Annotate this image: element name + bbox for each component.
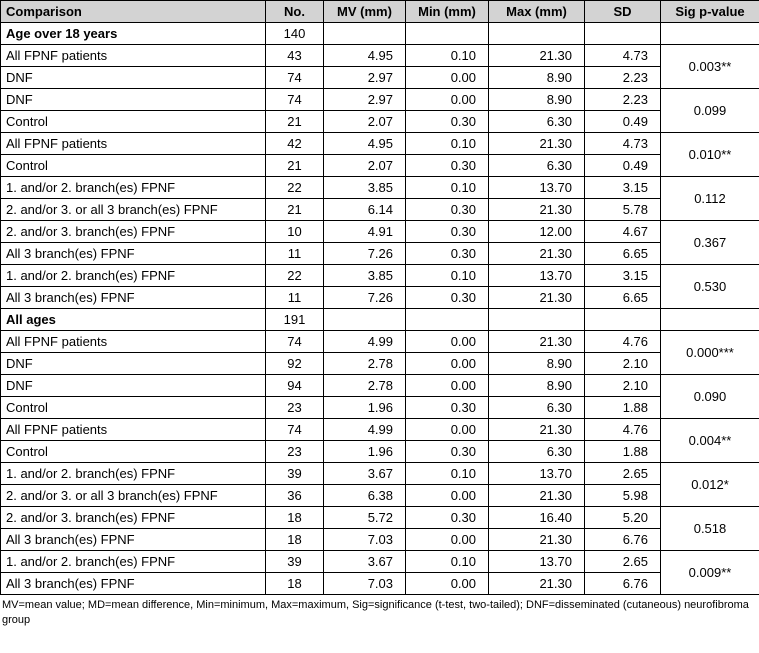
mv-cell: 1.96	[324, 397, 406, 419]
sig-cell: 0.000***	[661, 331, 759, 375]
min-cell: 0.00	[406, 419, 489, 441]
no-cell: 18	[266, 529, 324, 551]
min-cell: 0.00	[406, 573, 489, 595]
sd-cell: 1.88	[585, 441, 661, 463]
min-cell: 0.10	[406, 265, 489, 287]
sd-cell: 2.10	[585, 375, 661, 397]
mv-cell: 2.78	[324, 375, 406, 397]
no-cell: 10	[266, 221, 324, 243]
sig-cell: 0.009**	[661, 551, 759, 595]
mv-cell: 4.95	[324, 45, 406, 67]
sd-cell: 6.65	[585, 287, 661, 309]
max-cell: 21.30	[489, 199, 585, 221]
header-comparison: Comparison	[1, 1, 266, 23]
mv-cell: 7.03	[324, 573, 406, 595]
sd-cell: 4.73	[585, 45, 661, 67]
sd-cell: 3.15	[585, 265, 661, 287]
no-cell: 39	[266, 463, 324, 485]
min-cell: 0.00	[406, 353, 489, 375]
comparison-cell: DNF	[1, 353, 266, 375]
comparison-cell: All 3 branch(es) FPNF	[1, 529, 266, 551]
mv-cell: 3.85	[324, 265, 406, 287]
comparison-cell: All FPNF patients	[1, 331, 266, 353]
no-cell: 39	[266, 551, 324, 573]
mv-cell: 4.91	[324, 221, 406, 243]
table-header	[1, 1, 759, 23]
max-cell: 21.30	[489, 331, 585, 353]
max-cell: 21.30	[489, 485, 585, 507]
no-cell: 94	[266, 375, 324, 397]
no-cell: 21	[266, 199, 324, 221]
sig-cell: 0.010**	[661, 133, 759, 177]
max-cell: 8.90	[489, 89, 585, 111]
mv-cell: 7.26	[324, 243, 406, 265]
section-row	[1, 23, 759, 45]
header-mv: MV (mm)	[324, 1, 406, 23]
no-cell: 22	[266, 265, 324, 287]
section-row	[1, 309, 759, 331]
table-row	[1, 353, 759, 375]
table-row	[1, 111, 759, 133]
min-cell: 0.00	[406, 485, 489, 507]
sd-cell: 0.49	[585, 111, 661, 133]
no-cell: 74	[266, 331, 324, 353]
mv-cell: 2.07	[324, 155, 406, 177]
max-cell: 12.00	[489, 221, 585, 243]
sd-cell: 2.23	[585, 89, 661, 111]
comparison-cell: 1. and/or 2. branch(es) FPNF	[1, 265, 266, 287]
no-cell: 18	[266, 507, 324, 529]
min-cell: 0.30	[406, 441, 489, 463]
sig-cell	[661, 309, 759, 331]
table-footnote: MV=mean value; MD=mean difference, Min=minimum, Max=maximum, Sig=significance (t-test, two-tailed); DNF=disseminated (cutaneous) neurofibroma group	[2, 599, 749, 626]
table-row	[1, 287, 759, 309]
comparison-cell: Control	[1, 397, 266, 419]
sd-cell: 2.10	[585, 353, 661, 375]
mv-cell: 3.85	[324, 177, 406, 199]
min-cell: 0.00	[406, 89, 489, 111]
table-row	[1, 507, 759, 529]
min-cell: 0.10	[406, 177, 489, 199]
sd-cell: 4.73	[585, 133, 661, 155]
header-no: No.	[266, 1, 324, 23]
mv-cell: 6.14	[324, 199, 406, 221]
no-cell: 22	[266, 177, 324, 199]
no-cell: 74	[266, 89, 324, 111]
max-cell	[489, 309, 585, 331]
comparison-cell: All 3 branch(es) FPNF	[1, 573, 266, 595]
mv-cell: 4.95	[324, 133, 406, 155]
comparison-cell: Control	[1, 441, 266, 463]
table-row	[1, 463, 759, 485]
no-cell: 140	[266, 23, 324, 45]
max-cell: 21.30	[489, 243, 585, 265]
sd-cell: 5.20	[585, 507, 661, 529]
table-row	[1, 419, 759, 441]
mv-cell	[324, 309, 406, 331]
comparison-cell: DNF	[1, 67, 266, 89]
sig-cell: 0.518	[661, 507, 759, 551]
mv-cell: 4.99	[324, 331, 406, 353]
min-cell: 0.00	[406, 529, 489, 551]
sig-cell: 0.003**	[661, 45, 759, 89]
max-cell: 21.30	[489, 133, 585, 155]
max-cell: 8.90	[489, 375, 585, 397]
header-sd: SD	[585, 1, 661, 23]
header-row	[1, 1, 759, 23]
max-cell: 8.90	[489, 353, 585, 375]
table-row	[1, 331, 759, 353]
no-cell: 191	[266, 309, 324, 331]
min-cell: 0.30	[406, 199, 489, 221]
sd-cell: 4.76	[585, 331, 661, 353]
comparison-cell: 2. and/or 3. branch(es) FPNF	[1, 221, 266, 243]
mv-cell: 2.07	[324, 111, 406, 133]
table-row	[1, 485, 759, 507]
no-cell: 23	[266, 397, 324, 419]
mv-cell: 2.97	[324, 89, 406, 111]
mv-cell: 6.38	[324, 485, 406, 507]
no-cell: 43	[266, 45, 324, 67]
mv-cell: 7.26	[324, 287, 406, 309]
min-cell: 0.30	[406, 111, 489, 133]
no-cell: 36	[266, 485, 324, 507]
comparison-cell: DNF	[1, 89, 266, 111]
sig-cell	[661, 23, 759, 45]
no-cell: 23	[266, 441, 324, 463]
min-cell: 0.00	[406, 67, 489, 89]
sd-cell: 2.23	[585, 67, 661, 89]
sd-cell: 6.76	[585, 529, 661, 551]
comparison-cell: 2. and/or 3. branch(es) FPNF	[1, 507, 266, 529]
mv-cell: 5.72	[324, 507, 406, 529]
max-cell: 21.30	[489, 287, 585, 309]
max-cell: 6.30	[489, 155, 585, 177]
comparison-cell: All ages	[1, 309, 266, 331]
comparison-cell: All FPNF patients	[1, 419, 266, 441]
no-cell: 11	[266, 287, 324, 309]
sig-cell: 0.012*	[661, 463, 759, 507]
table-row	[1, 89, 759, 111]
min-cell: 0.00	[406, 375, 489, 397]
comparison-cell: Control	[1, 155, 266, 177]
sig-cell: 0.004**	[661, 419, 759, 463]
comparison-cell: 1. and/or 2. branch(es) FPNF	[1, 177, 266, 199]
header-sig: Sig p-value	[661, 1, 759, 23]
header-max: Max (mm)	[489, 1, 585, 23]
table-row	[1, 397, 759, 419]
sd-cell: 1.88	[585, 397, 661, 419]
sd-cell: 2.65	[585, 551, 661, 573]
mv-cell: 2.97	[324, 67, 406, 89]
comparison-cell: 1. and/or 2. branch(es) FPNF	[1, 551, 266, 573]
min-cell: 0.10	[406, 133, 489, 155]
sig-cell: 0.530	[661, 265, 759, 309]
min-cell	[406, 23, 489, 45]
header-min: Min (mm)	[406, 1, 489, 23]
table-row	[1, 529, 759, 551]
sd-cell: 5.98	[585, 485, 661, 507]
table-row	[1, 573, 759, 595]
sd-cell: 4.76	[585, 419, 661, 441]
table-row	[1, 221, 759, 243]
min-cell: 0.00	[406, 331, 489, 353]
sd-cell: 2.65	[585, 463, 661, 485]
table-row	[1, 177, 759, 199]
max-cell: 6.30	[489, 397, 585, 419]
max-cell: 21.30	[489, 419, 585, 441]
max-cell: 13.70	[489, 177, 585, 199]
comparison-cell: 2. and/or 3. or all 3 branch(es) FPNF	[1, 485, 266, 507]
table-row	[1, 133, 759, 155]
max-cell: 6.30	[489, 111, 585, 133]
comparison-cell: 1. and/or 2. branch(es) FPNF	[1, 463, 266, 485]
max-cell: 13.70	[489, 463, 585, 485]
max-cell: 16.40	[489, 507, 585, 529]
min-cell	[406, 309, 489, 331]
min-cell: 0.30	[406, 397, 489, 419]
table-row	[1, 199, 759, 221]
table-body	[1, 23, 759, 595]
min-cell: 0.10	[406, 463, 489, 485]
table-row	[1, 441, 759, 463]
no-cell: 74	[266, 67, 324, 89]
max-cell: 21.30	[489, 45, 585, 67]
mv-cell: 1.96	[324, 441, 406, 463]
min-cell: 0.10	[406, 551, 489, 573]
comparison-cell: All FPNF patients	[1, 133, 266, 155]
max-cell: 6.30	[489, 441, 585, 463]
table-row	[1, 243, 759, 265]
no-cell: 74	[266, 419, 324, 441]
table-row	[1, 45, 759, 67]
mv-cell: 2.78	[324, 353, 406, 375]
sd-cell: 4.67	[585, 221, 661, 243]
min-cell: 0.30	[406, 221, 489, 243]
sd-cell: 3.15	[585, 177, 661, 199]
max-cell: 8.90	[489, 67, 585, 89]
mv-cell: 3.67	[324, 551, 406, 573]
min-cell: 0.30	[406, 155, 489, 177]
comparison-cell: Control	[1, 111, 266, 133]
sig-cell: 0.112	[661, 177, 759, 221]
comparison-cell: DNF	[1, 375, 266, 397]
table-row	[1, 265, 759, 287]
comparison-cell: All 3 branch(es) FPNF	[1, 287, 266, 309]
max-cell: 13.70	[489, 265, 585, 287]
no-cell: 42	[266, 133, 324, 155]
no-cell: 18	[266, 573, 324, 595]
sd-cell: 0.49	[585, 155, 661, 177]
max-cell: 21.30	[489, 529, 585, 551]
table-row	[1, 155, 759, 177]
max-cell	[489, 23, 585, 45]
table-row	[1, 375, 759, 397]
min-cell: 0.30	[406, 287, 489, 309]
mv-cell	[324, 23, 406, 45]
min-cell: 0.10	[406, 45, 489, 67]
sig-cell: 0.099	[661, 89, 759, 133]
no-cell: 92	[266, 353, 324, 375]
comparison-cell: 2. and/or 3. or all 3 branch(es) FPNF	[1, 199, 266, 221]
sd-cell	[585, 309, 661, 331]
no-cell: 21	[266, 155, 324, 177]
table-row	[1, 67, 759, 89]
sd-cell: 5.78	[585, 199, 661, 221]
sig-cell: 0.090	[661, 375, 759, 419]
mv-cell: 4.99	[324, 419, 406, 441]
mv-cell: 3.67	[324, 463, 406, 485]
min-cell: 0.30	[406, 243, 489, 265]
max-cell: 21.30	[489, 573, 585, 595]
sd-cell: 6.76	[585, 573, 661, 595]
comparison-cell: Age over 18 years	[1, 23, 266, 45]
min-cell: 0.30	[406, 507, 489, 529]
mv-cell: 7.03	[324, 529, 406, 551]
sd-cell	[585, 23, 661, 45]
comparison-cell: All FPNF patients	[1, 45, 266, 67]
table-row	[1, 551, 759, 573]
max-cell: 13.70	[489, 551, 585, 573]
sd-cell: 6.65	[585, 243, 661, 265]
sig-cell: 0.367	[661, 221, 759, 265]
comparison-cell: All 3 branch(es) FPNF	[1, 243, 266, 265]
no-cell: 11	[266, 243, 324, 265]
no-cell: 21	[266, 111, 324, 133]
